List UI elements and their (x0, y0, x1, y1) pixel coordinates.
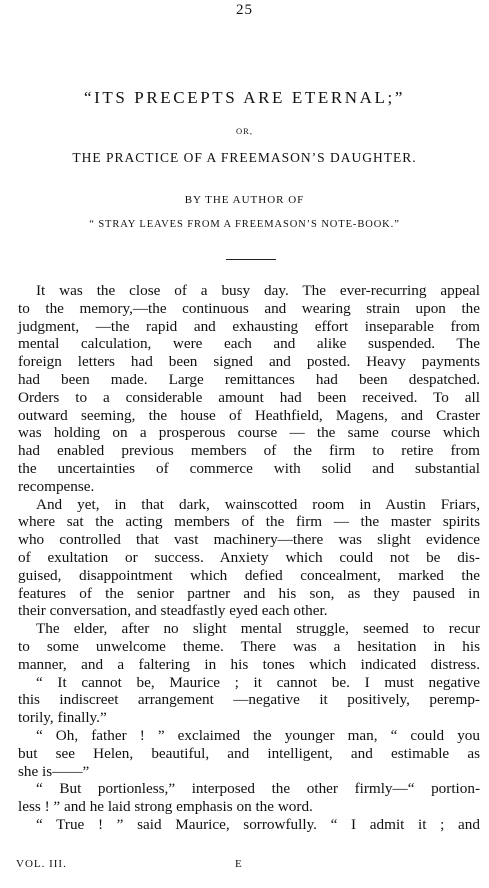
title-connector: OR, (236, 126, 253, 136)
text-line: recompense. (18, 477, 95, 495)
text-line: The elder, after no slight mental struggle, seemed to recur (36, 620, 480, 638)
author-byline: BY THE AUTHOR OF (184, 194, 305, 206)
text-line: this indiscreet arrangement —negative it positively, peremp- (18, 691, 480, 709)
text-line: features of the senior partner and his son, as they paused in (18, 584, 480, 602)
text-line: the uncertainties of commerce with solid and substantial (18, 459, 480, 477)
text-line: “ Oh, father ! ” exclaimed the younger man, “ could you (36, 726, 480, 744)
text-line: to some unwelcome theme. There was a hesitation in his (18, 637, 480, 655)
text-line: torily, finally.” (18, 709, 107, 727)
text-line: to the memory,—the continuous and wearing strain upon the (18, 299, 480, 317)
text-line: their conversation, and steadfastly eyed each other. (18, 602, 328, 620)
text-line: of exultation or success. Anxiety which could not be dis- (18, 548, 480, 566)
author-source-work: “ STRAY LEAVES FROM A FREEMASON’S NOTE-BOOK.” (89, 219, 400, 230)
text-line: mental calculation, were each and alike suspended. The (18, 335, 480, 353)
text-line: Orders to a considerable amount had been received. To all (18, 388, 480, 406)
text-line: had enabled previous members of the firm to retire from (18, 442, 480, 460)
text-line: who controlled that vast machinery—there was slight evidence (18, 531, 480, 549)
text-line: had been made. Large remittances had been despatched. (18, 370, 480, 388)
text-line: where sat the acting members of the firm — the master spirits (18, 513, 480, 531)
text-line: It was the close of a busy day. The ever-recurring appeal (36, 282, 480, 299)
text-line: guised, disappointment which defied concealment, marked the (18, 566, 480, 584)
text-line: outward seeming, the house of Heathfield, Magens, and Craster (18, 406, 480, 424)
body-text (18, 282, 480, 834)
text-line: was holding on a prosperous course — the same course which (18, 424, 480, 442)
text-line: “ True ! ” said Maurice, sorrowfully. “ I admit it ; and (36, 815, 480, 833)
text-line: less ! ” and he laid strong emphasis on the word. (18, 798, 313, 816)
text-line: And yet, in that dark, wainscotted room in Austin Friars, (36, 495, 480, 513)
chapter-subtitle: THE PRACTICE OF A FREEMASON’S DAUGHTER. (72, 150, 417, 165)
text-line: “ It cannot be, Maurice ; it cannot be. I must negative (36, 673, 480, 691)
text-line: foreign letters had been signed and posted. Heavy payments (18, 353, 480, 371)
text-line: manner, and a faltering in his tones which indicated distress. (18, 655, 480, 673)
text-line: but see Helen, beautiful, and intelligent, and estimable as (18, 744, 480, 762)
chapter-title: “ITS PRECEPTS ARE ETERNAL;” (84, 88, 405, 107)
page-number: 25 (236, 2, 253, 18)
text-line: judgment, —the rapid and exhausting effort inseparable from (18, 317, 480, 335)
volume-footer: VOL. III. (16, 858, 67, 870)
text-line: she is——” (18, 762, 90, 780)
section-rule (226, 259, 276, 260)
text-line: “ But portionless,” interposed the other firmly—“ portion- (36, 780, 480, 798)
signature-mark: E (235, 858, 242, 870)
